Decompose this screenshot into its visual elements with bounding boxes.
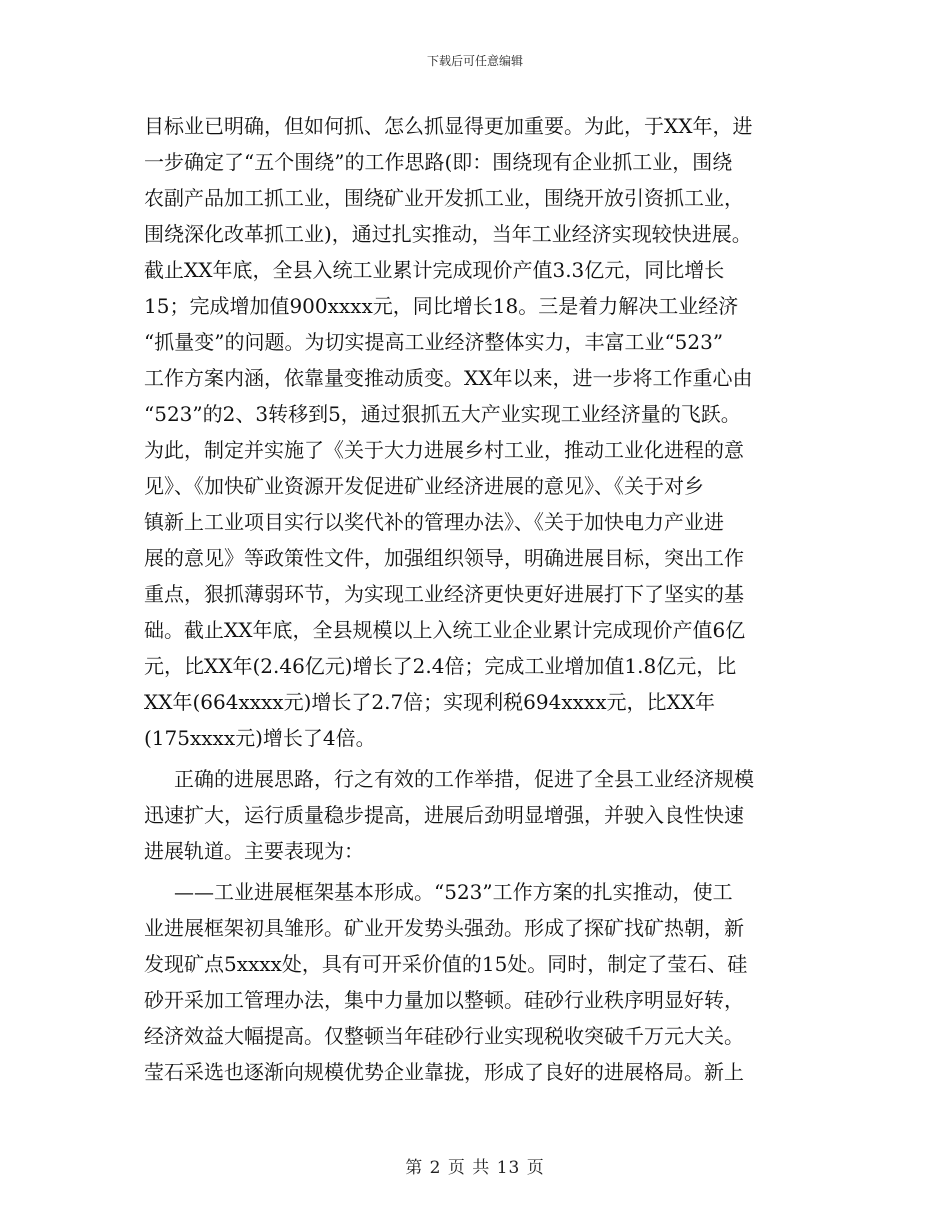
text-line: 围绕深化改革抓工业)，通过扎实推动，当年工业经济实现较快进展。 — [144, 222, 752, 246]
text-line: 重点，狠抓薄弱环节，为实现工业经济更快更好进展打下了坚实的基 — [144, 582, 744, 606]
page-header: 下载后可任意编辑 — [426, 54, 523, 68]
text-line: 础。截止XX年底，全县规模以上入统工业企业累计完成现价产值6亿 — [144, 618, 746, 642]
text-line: 为此，制定并实施了《关于大力进展乡村工业，推动工业化进程的意 — [144, 438, 744, 462]
text-line: 见》、《加快矿业资源开发促进矿业经济进展的意见》、《关于对乡 — [144, 474, 704, 498]
text-line: 莹石采选也逐渐向规模优势企业靠拢，形成了良好的进展格局。新上 — [144, 1060, 744, 1084]
text-line: 一步确定了“五个围绕”的工作思路(即：围绕现有企业抓工业，围绕 — [144, 150, 733, 174]
text-line: 砂开采加工管理办法，集中力量加以整顿。硅砂行业秩序明显好转， — [144, 988, 744, 1012]
text-line: 正确的进展思路，行之有效的工作举措，促进了全县工业经济规模 — [174, 767, 754, 791]
text-line: 镇新上工业项目实行以奖代补的管理办法》、《关于加快电力产业进 — [144, 510, 724, 534]
text-line: 迅速扩大，运行质量稳步提高，进展后劲明显增强，并驶入良性快速 — [144, 803, 744, 827]
text-line: 展的意见》等政策性文件，加强组织领导，明确进展目标，突出工作 — [144, 546, 744, 570]
text-line: 进展轨道。主要表现为： — [144, 839, 364, 863]
text-line: ——工业进展框架基本形成。“523”工作方案的扎实推动，使工 — [174, 880, 733, 904]
text-line: 工作方案内涵，依靠量变推动质变。XX年以来，进一步将工作重心由 — [144, 366, 753, 390]
text-line: 截止XX年底，全县入统工业累计完成现价产值3.3亿元，同比增长 — [144, 258, 725, 282]
text-line: 目标业已明确，但如何抓、怎么抓显得更加重要。为此，于XX年，进 — [144, 114, 753, 138]
text-line: 农副产品加工抓工业，围绕矿业开发抓工业，围绕开放引资抓工业， — [144, 186, 744, 210]
text-line: 元，比XX年(2.46亿元)增长了2.4倍；完成工业增加值1.8亿元，比 — [144, 654, 737, 678]
page-number: 第 2 页 共 13 页 — [405, 1158, 545, 1178]
text-line: 业进展框架初具雏形。矿业开发势头强劲。形成了探矿找矿热朝，新 — [144, 916, 744, 940]
text-line: “523”的2、3转移到5，通过狠抓五大产业实现工业经济量的飞跃。 — [144, 402, 741, 426]
text-line: 发现矿点5xxxx处，具有可开采价值的15处。同时，制定了莹石、硅 — [144, 952, 748, 976]
text-line: “抓量变”的问题。为切实提高工业经济整体实力，丰富工业“523” — [144, 330, 724, 354]
text-line: (175xxxx元)增长了4倍。 — [144, 726, 376, 750]
document-body — [144, 108, 806, 1090]
text-line: 经济效益大幅提高。仅整顿当年硅砂行业实现税收突破千万元大关。 — [144, 1024, 744, 1048]
text-line: 15；完成增加值900xxxx元，同比增长18。三是着力解决工业经济 — [144, 294, 739, 318]
text-line: XX年(664xxxx元)增长了2.7倍；实现利税694xxxx元，比XX年 — [144, 690, 715, 714]
